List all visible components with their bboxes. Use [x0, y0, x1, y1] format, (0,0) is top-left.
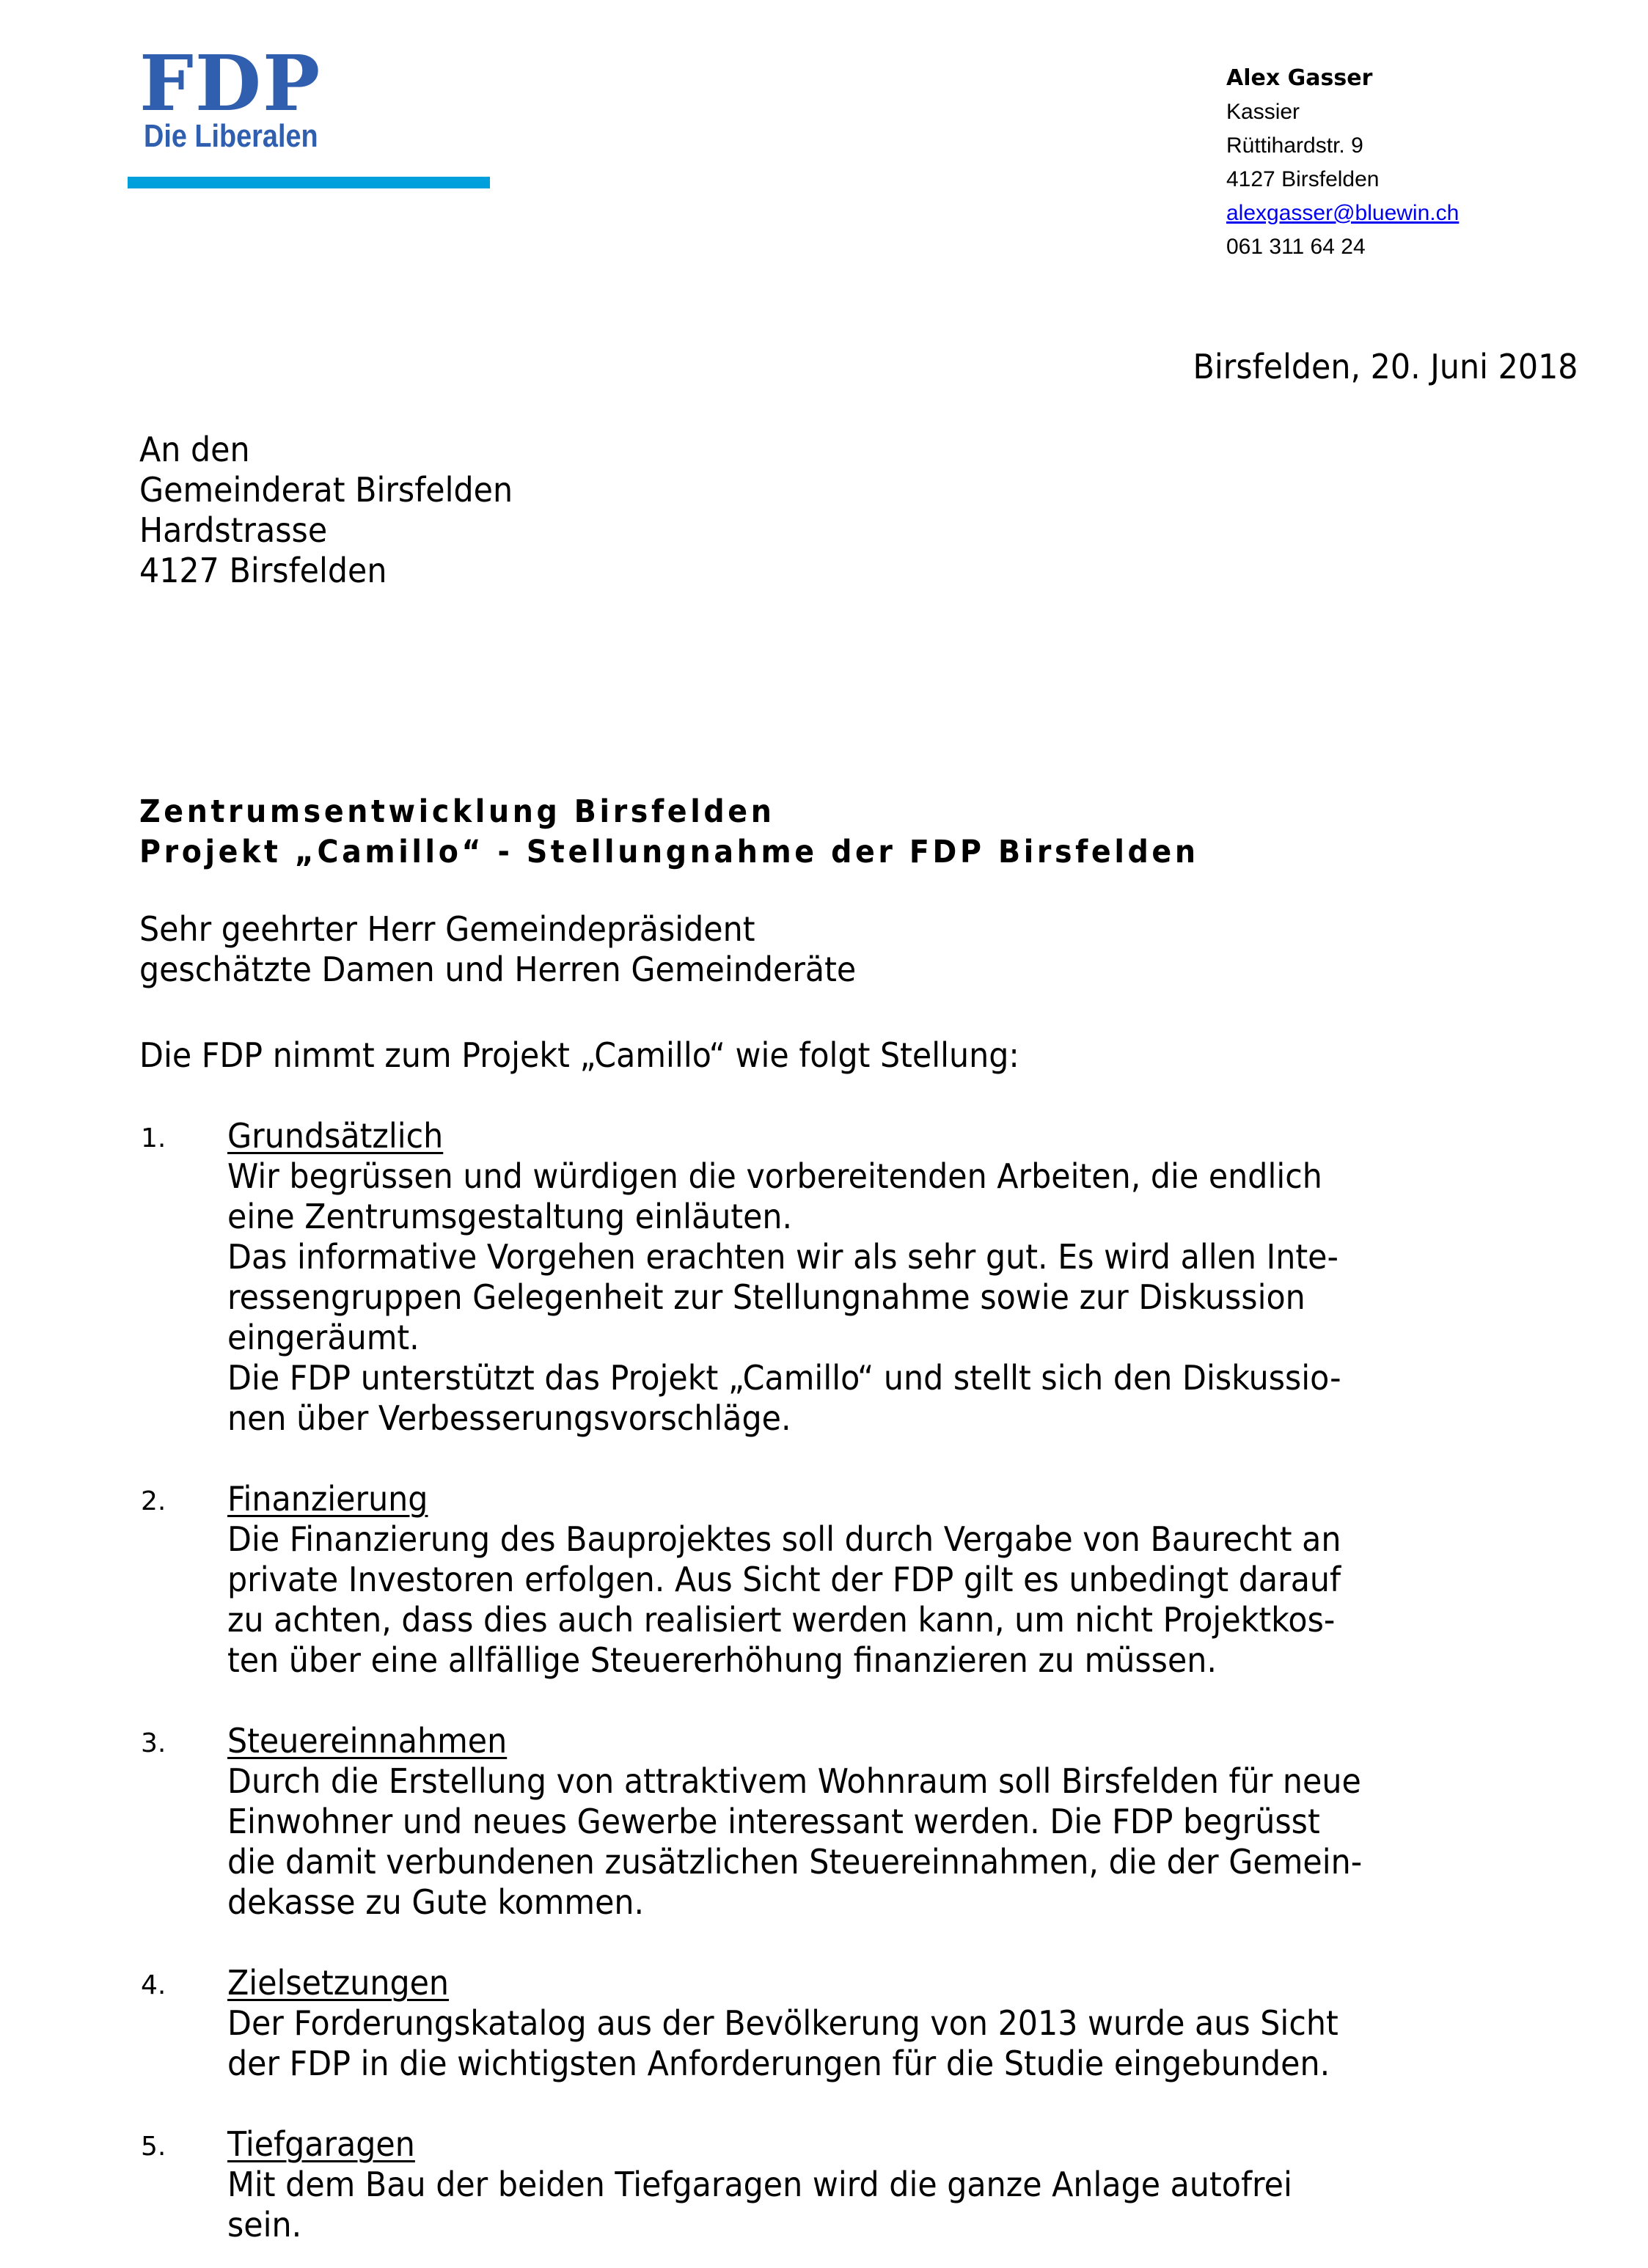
- list-item-line: zu achten, dass dies auch realisiert werden kann, um nicht Projektkos-: [227, 1600, 1336, 1640]
- list-item-line: Einwohner und neues Gewerbe interessant werden. Die FDP begrüsst: [227, 1802, 1320, 1841]
- sender-role: Kassier: [1226, 100, 1300, 124]
- list-item-content: [227, 1479, 1341, 1681]
- list-item-line: sein.: [227, 2205, 302, 2245]
- list-item-heading: Zielsetzungen: [227, 1963, 450, 2003]
- subject-line: Projekt „Camillo“ - Stellungnahme der FDP Birsfelden: [139, 834, 1199, 870]
- list-item-number: 2.: [141, 1486, 166, 1516]
- list-item-line: eine Zentrumsgestaltung einläuten.: [227, 1197, 793, 1236]
- recipient-address: [139, 430, 513, 591]
- list-item-line: Wir begrüssen und würdigen die vorbereitenden Arbeiten, die endlich: [227, 1156, 1322, 1196]
- list-item-line: ressengruppen Gelegenheit zur Stellungnahme sowie zur Diskussion: [227, 1277, 1305, 1317]
- list-item-number: 1.: [141, 1123, 166, 1153]
- recipient-line: An den: [139, 430, 250, 469]
- letter-subject: [139, 792, 1199, 873]
- salutation-line: geschätzte Damen und Herren Gemeinderäte: [139, 950, 857, 989]
- list-item-line: dekasse zu Gute kommen.: [227, 1882, 645, 1922]
- sender-name: Alex Gasser: [1226, 65, 1373, 91]
- list-item-line: private Investoren erfolgen. Aus Sicht der FDP gilt es unbedingt darauf: [227, 1560, 1341, 1599]
- sender-email-link[interactable]: alexgasser@bluewin.ch: [1226, 201, 1460, 225]
- sender-phone: 061 311 64 24: [1226, 235, 1366, 259]
- salutation: [139, 909, 856, 990]
- list-item-line: nen über Verbesserungsvorschläge.: [227, 1398, 791, 1438]
- salutation-line: Sehr geehrter Herr Gemeindepräsident: [139, 909, 755, 949]
- list-item-line: die damit verbundenen zusätzlichen Steuereinnahmen, die der Gemein-: [227, 1842, 1363, 1882]
- list-item-number: 3.: [141, 1728, 166, 1758]
- intro-sentence: Die FDP nimmt zum Projekt „Camillo“ wie folgt Stellung:: [139, 1035, 1019, 1075]
- recipient-line: Gemeinderat Birsfelden: [139, 470, 513, 510]
- list-item-content: [227, 1963, 1338, 2084]
- list-item-content: [227, 2124, 1292, 2245]
- recipient-line: Hardstrasse: [139, 510, 328, 550]
- list-item-heading: Finanzierung: [227, 1479, 428, 1519]
- sender-city: 4127 Birsfelden: [1226, 167, 1380, 191]
- list-item-line: eingeräumt.: [227, 1318, 420, 1357]
- list-item-content: [227, 1116, 1341, 1439]
- list-item-line: Das informative Vorgehen erachten wir als sehr gut. Es wird allen Inte-: [227, 1237, 1338, 1277]
- recipient-line: 4127 Birsfelden: [139, 551, 387, 590]
- logo-underline-bar: [128, 177, 490, 188]
- list-item-line: Der Forderungskatalog aus der Bevölkerung von 2013 wurde aus Sicht: [227, 2003, 1338, 2043]
- list-item-line: Die Finanzierung des Bauprojektes soll durch Vergabe von Baurecht an: [227, 1519, 1341, 1559]
- letter-date: Birsfelden, 20. Juni 2018: [1193, 347, 1578, 386]
- logo-tagline: Die Liberalen: [144, 118, 318, 154]
- list-item-number: 5.: [141, 2132, 166, 2162]
- list-item-number: 4.: [141, 1970, 166, 2000]
- list-item-heading: Steuereinnahmen: [227, 1721, 508, 1761]
- list-item-line: Die FDP unterstützt das Projekt „Camillo“ und stellt sich den Diskussio-: [227, 1358, 1341, 1398]
- sender-block: [1226, 62, 1459, 264]
- list-item-line: Durch die Erstellung von attraktivem Wohnraum soll Birsfelden für neue: [227, 1761, 1361, 1801]
- list-item-line: der FDP in die wichtigsten Anforderungen für die Studie eingebunden.: [227, 2044, 1330, 2083]
- logo-fdp-wordmark: FDP: [139, 38, 322, 128]
- list-item-line: Mit dem Bau der beiden Tiefgaragen wird die ganze Anlage autofrei: [227, 2165, 1292, 2204]
- list-item-heading: Grundsätzlich: [227, 1116, 444, 1156]
- sender-street: Rüttihardstr. 9: [1226, 133, 1363, 158]
- list-item-line: ten über eine allfällige Steuererhöhung finanzieren zu müssen.: [227, 1640, 1217, 1680]
- list-item-heading: Tiefgaragen: [227, 2124, 415, 2164]
- subject-line: Zentrumsentwicklung Birsfelden: [139, 793, 775, 830]
- list-item-content: [227, 1721, 1362, 1923]
